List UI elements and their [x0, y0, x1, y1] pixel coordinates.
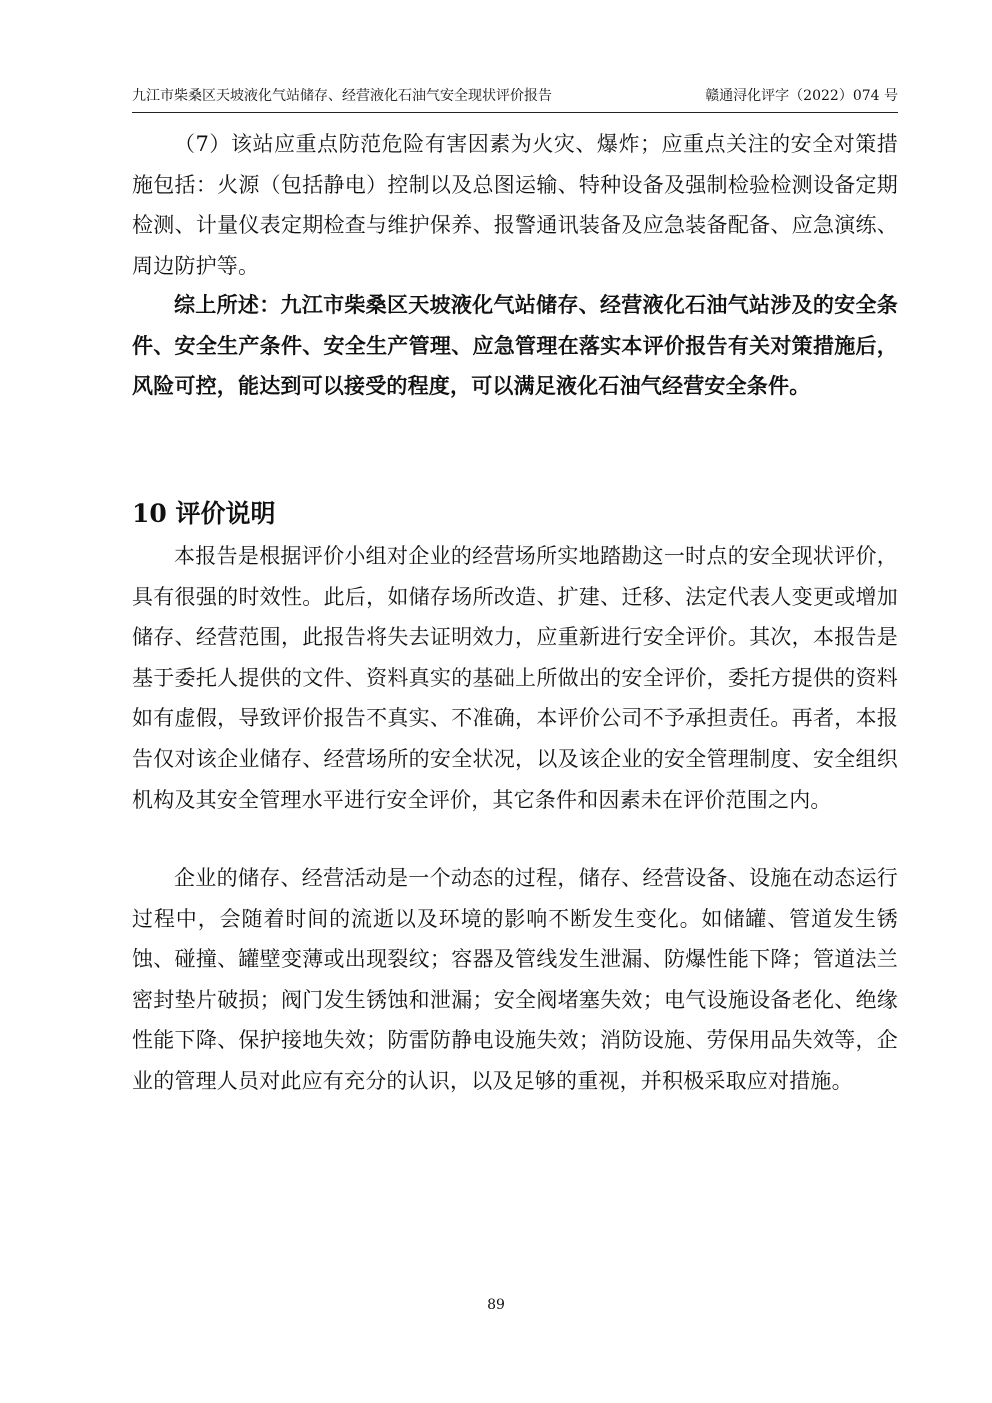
report-title: 九江市柴桑区天坡液化气站储存、经营液化石油气安全现状评价报告	[132, 88, 552, 104]
section-title: 10 评价说明	[132, 499, 276, 528]
page-number: 89	[487, 1297, 505, 1313]
report-code: 赣通浔化评字（2022）074 号	[705, 88, 898, 104]
section-paragraph-1: 本报告是根据评价小组对企业的经营场所实地踏勘这一时点的安全现状评价，具有很强的时效性。此后，如储存场所改造、扩建、迁移、法定代表人变更或增加储存、经营范围，此报告将失去证明效力，应重新进行安全评价。其次，本报告是基于委托人提供的文件、资料真实的基础上所做出的安全评价，委托方提供的资料如有虚假，导致评价报告不真实、不准确，本评价公司不予承担责任。再者，本报告仅对该企业储存、经营场所的安全状况，以及该企业的安全管理制度、安全组织机构及其安全管理水平进行安全评价，其它条件和因素未在评价范围之内。	[132, 544, 898, 812]
summary-paragraph: 综上所述：九江市柴桑区天坡液化气站储存、经营液化石油气站涉及的安全条件、安全生产条件、安全生产管理、应急管理在落实本评价报告有关对策措施后，风险可控，能达到可以接受的程度，可以满足液化石油气经营安全条件。	[132, 292, 898, 399]
item-7-paragraph: （7）该站应重点防范危险有害因素为火灾、爆炸；应重点关注的安全对策措施包括：火源（包括静电）控制以及总图运输、特种设备及强制检验检测设备定期检测、计量仪表定期检查与维护保养、报警通讯装备及应急装备配备、应急演练、周边防护等。	[132, 132, 898, 278]
section-paragraph-2: 企业的储存、经营活动是一个动态的过程，储存、经营设备、设施在动态运行过程中，会随着时间的流逝以及环境的影响不断发生变化。如储罐、管道发生锈蚀、碰撞、罐壁变薄或出现裂纹；容器及管线发生泄漏、防爆性能下降；管道法兰密封垫片破损；阀门发生锈蚀和泄漏；安全阀堵塞失效；电气设施设备老化、绝缘性能下降、保护接地失效；防雷防静电设施失效；消防设施、劳保用品失效等，企业的管理人员对此应有充分的认识，以及足够的重视，并积极采取应对措施。	[132, 866, 898, 1093]
page-header	[132, 86, 898, 113]
